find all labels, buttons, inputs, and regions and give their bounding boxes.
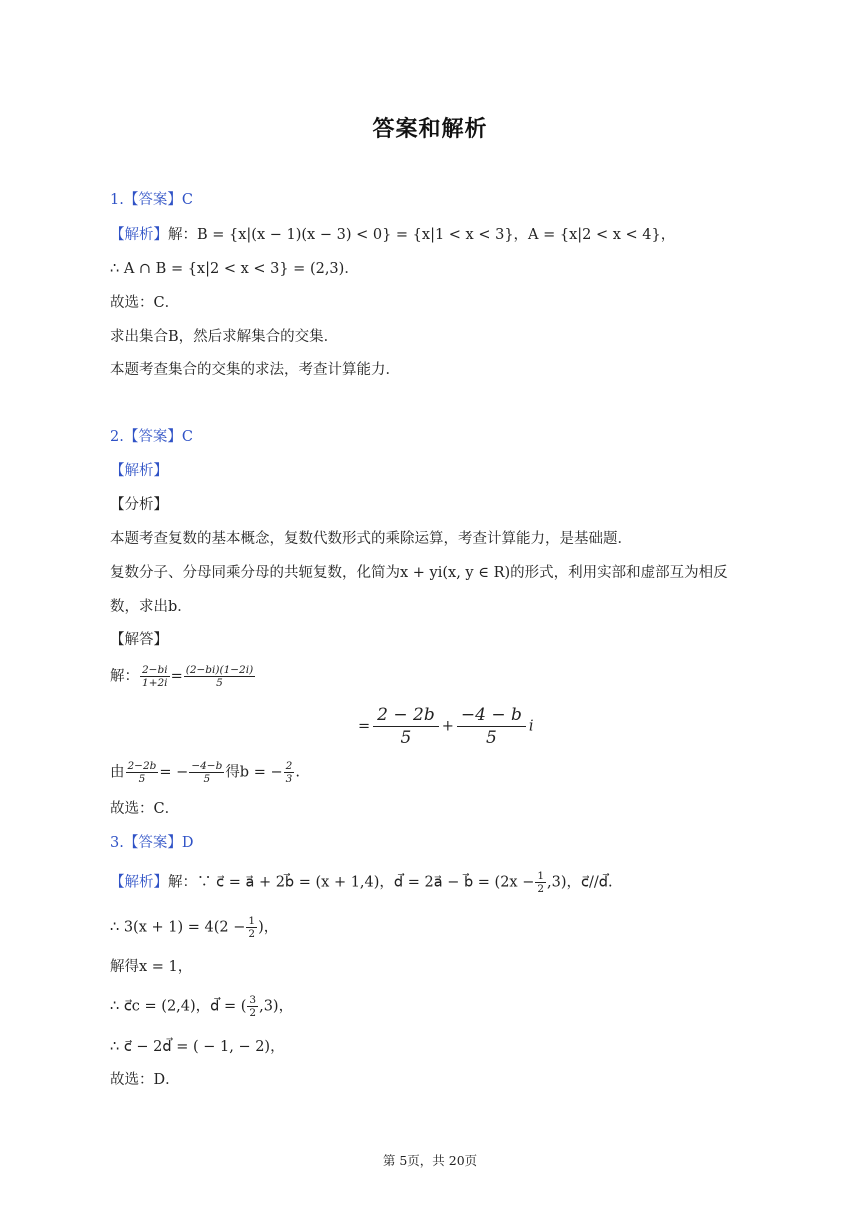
q2-method-a: 复数分子、分母同乘分母的共轭复数，化简为x + yi(x, y ∈ R)的形式，利用实部和虚部互为相反 bbox=[110, 565, 728, 581]
q3-line1-f-den: 2 bbox=[537, 883, 545, 895]
q3-line2-a: ∴ 3(x + 1) = 4(2 − bbox=[110, 919, 246, 936]
q1-intersection: ∴ A ∩ B = {x|2 < x < 3} = (2,3)． bbox=[110, 261, 359, 277]
q2-step2-plus: + bbox=[441, 718, 454, 735]
q3-line4-f-num: 3 bbox=[249, 994, 257, 1006]
q2-step3-b-num: −4−b bbox=[191, 760, 223, 772]
q2-step2 bbox=[358, 704, 534, 749]
q2-step1-prefix: 解： bbox=[110, 668, 139, 685]
q1-analysis bbox=[110, 225, 675, 245]
q3-line4-a: ∴ c⃗c = (2,4)，d⃗ = ( bbox=[110, 998, 247, 1015]
q2-step3-c-num: 2 bbox=[285, 760, 293, 772]
q2-step3-b-fraction bbox=[189, 760, 224, 785]
q2-step3-prefix: 由 bbox=[110, 764, 125, 781]
q2-step3-end: . bbox=[295, 764, 300, 781]
q3-line2-b: )， bbox=[258, 919, 279, 936]
q2-step1-eq: = bbox=[170, 668, 183, 685]
q2-step2-real-num: 2 − 2b bbox=[373, 704, 439, 727]
q2-step2-eq: = bbox=[358, 718, 371, 735]
q3-line2-f-den: 2 bbox=[248, 928, 256, 940]
q3-line2 bbox=[110, 915, 278, 940]
q2-step3 bbox=[110, 760, 300, 785]
q1-explain: 求出集合B，然后求解集合的交集． bbox=[110, 329, 339, 345]
q2-fenxi: 本题考查复数的基本概念，复数代数形式的乘除运算，考查计算能力，是基础题． bbox=[110, 531, 632, 547]
q2-step1-rhs-num: (2−bi)(1−2i) bbox=[185, 664, 254, 676]
q2-step3-a-num: 2−2b bbox=[127, 760, 157, 772]
q3-line4 bbox=[110, 994, 293, 1019]
q2-step3-de: 得b = − bbox=[225, 764, 283, 781]
q3-analysis bbox=[110, 870, 613, 895]
q2-step2-i: i bbox=[528, 718, 534, 735]
q3-line2-fraction bbox=[246, 915, 257, 940]
q2-step1-rhs-fraction bbox=[184, 664, 255, 689]
q2-step1-lhs-fraction bbox=[140, 664, 170, 689]
q2-step1-lhs-num: 2−bi bbox=[142, 664, 168, 676]
q2-step2-imag-den: 5 bbox=[485, 728, 497, 748]
q3-line4-fraction bbox=[247, 994, 258, 1019]
page-title: 答案和解析 bbox=[372, 117, 488, 142]
q2-fenxi-tag: 【分析】 bbox=[110, 497, 168, 513]
q1-analysis-text: 解：B = {x|(x − 1)(x − 3) < 0} = {x|1 < x < 3}，A = {x|2 < x < 4}， bbox=[168, 227, 676, 243]
q2-step3-c-den: 3 bbox=[285, 773, 293, 785]
q3-line1-f-num: 1 bbox=[537, 870, 545, 882]
q2-step3-a-den: 5 bbox=[138, 773, 146, 785]
q2-step3-c-fraction bbox=[284, 760, 295, 785]
q2-choice: 故选：C． bbox=[110, 801, 180, 817]
q2-step2-real-den: 5 bbox=[400, 728, 412, 748]
q3-line2-f-num: 1 bbox=[248, 915, 256, 927]
q1-answer: 1.【答案】C bbox=[110, 192, 193, 208]
page-footer: 第 5页，共 20页 bbox=[382, 1153, 478, 1168]
q3-line1-b: ,3)，c⃗//d⃗. bbox=[547, 874, 613, 891]
q2-step2-imag-fraction bbox=[457, 704, 526, 749]
q2-jieda-tag: 【解答】 bbox=[110, 632, 168, 648]
q2-answer: 2.【答案】C bbox=[110, 429, 193, 445]
q1-analysis-tag: 【解析】 bbox=[110, 227, 168, 243]
q3-line1-fraction bbox=[535, 870, 546, 895]
q3-line1-a: 解：∵ c⃗ = a⃗ + 2b⃗ = (x + 1,4)，d⃗ = 2a⃗ − b⃗ = (2x − bbox=[168, 874, 535, 891]
q2-step1-rhs-den: 5 bbox=[216, 677, 223, 689]
q2-step3-mid: = − bbox=[159, 764, 189, 781]
q3-analysis-tag: 【解析】 bbox=[110, 874, 168, 891]
q3-line5: ∴ c⃗ − 2d⃗ = ( − 1, − 2)， bbox=[110, 1039, 285, 1055]
q3-answer: 3.【答案】D bbox=[110, 835, 194, 851]
q2-step3-a-fraction bbox=[126, 760, 159, 785]
q3-line4-b: ,3)， bbox=[259, 998, 294, 1015]
q2-analysis-tag: 【解析】 bbox=[110, 463, 168, 479]
q1-summary: 本题考查集合的交集的求法，考查计算能力． bbox=[110, 362, 400, 378]
q2-step1-lhs-den: 1+2i bbox=[142, 677, 168, 689]
q3-choice: 故选：D． bbox=[110, 1072, 180, 1088]
q1-choice: 故选：C． bbox=[110, 295, 180, 311]
q2-step1 bbox=[110, 664, 256, 689]
q2-step2-imag-num: −4 − b bbox=[457, 704, 526, 727]
q2-step3-b-den: 5 bbox=[203, 773, 211, 785]
q2-step2-real-fraction bbox=[373, 704, 439, 749]
q3-line3: 解得x = 1， bbox=[110, 959, 193, 975]
q2-method-b: 数，求出b． bbox=[110, 599, 192, 615]
q3-line4-f-den: 2 bbox=[249, 1007, 257, 1019]
